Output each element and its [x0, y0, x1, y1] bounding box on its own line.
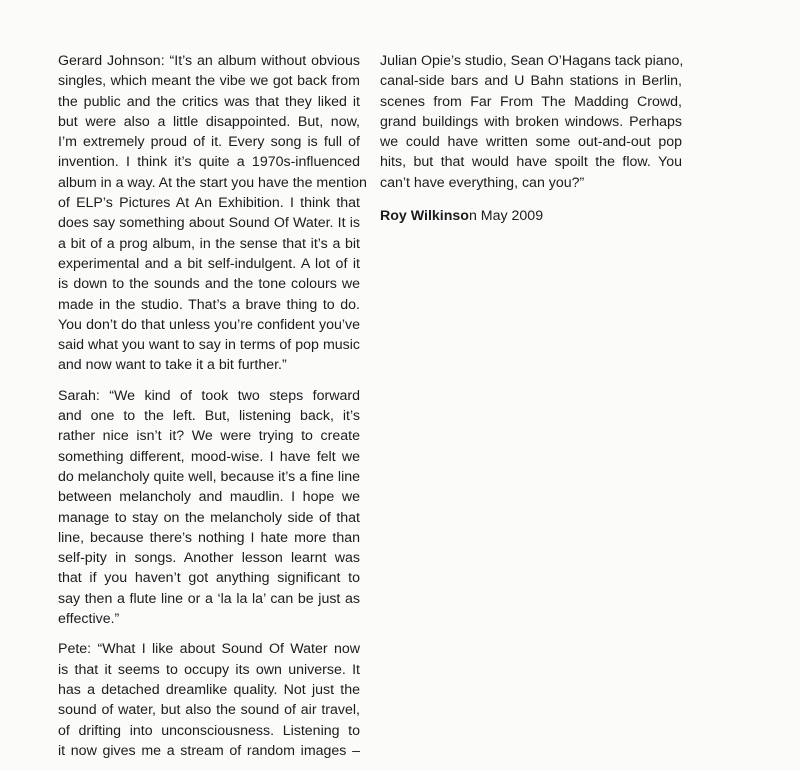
- paragraph-pete: [58, 639, 360, 761]
- text-line: album in a way. At the start you have the mention: [58, 174, 367, 191]
- right-column: [380, 51, 682, 241]
- text-line: but were also a little disappointed. But, now,: [58, 113, 360, 130]
- text-line: Gerard Johnson: “It’s an album without obvious: [58, 53, 360, 69]
- text-line: singles, which meant the vibe we got back from: [58, 73, 360, 90]
- text-line: canal-side bars and U Bahn stations in Berlin,: [380, 73, 682, 90]
- text-line: say then a flute line or a ‘la la la’ can be just as: [58, 590, 360, 607]
- text-line: the public and the critics was that they liked it: [58, 93, 360, 110]
- text-line: manage to stay on the melancholy side of that: [58, 509, 360, 526]
- author-signature: [380, 206, 682, 226]
- text-line: has a detached dreamlike quality. Not just the: [58, 681, 360, 698]
- text-line: does say something about Sound Of Water. It is: [58, 215, 360, 232]
- text-line: hits, but that would have spoilt the flow. You: [380, 154, 682, 171]
- paragraph-pete-continued: [380, 51, 682, 193]
- text-line: is that it seems to occupy its own universe. It: [58, 661, 360, 678]
- text-line: experimental and a bit self-indulgent. A lot of it: [58, 255, 360, 272]
- text-line: invention. I think it’s quite a 1970s-influenced: [58, 154, 360, 171]
- text-line: You don’t do that unless you’re confident you’ve: [58, 316, 360, 333]
- text-line: self-pity in songs. Another lesson learnt was: [58, 550, 360, 567]
- paragraph-sarah: [58, 386, 360, 630]
- text-line: and one to the left. But, listening back, it’s: [58, 408, 360, 425]
- text-line: is down to the sounds and the tone colours we: [58, 276, 360, 293]
- text-line: I’m extremely proud of it. Every song is full of: [58, 134, 360, 151]
- text-line: we could have written some out-and-out pop: [380, 134, 682, 151]
- text-line: scenes from Far From The Madding Crowd,: [380, 93, 682, 110]
- text-line: a bit of a prog album, in the sense that it’s a bit: [58, 235, 360, 252]
- text-line: grand buildings with broken windows. Perhaps: [380, 113, 682, 130]
- left-column: [58, 51, 367, 771]
- text-line: Sarah: “We kind of took two steps forward: [58, 387, 360, 404]
- text-line: sound of water, but also the sound of air travel,: [58, 702, 360, 719]
- text-line: of drifting into unconsciousness. Listening to: [58, 722, 360, 739]
- text-line: between melancholy and maudlin. I hope we: [58, 489, 360, 506]
- text-line: said what you want to say in terms of pop music: [58, 337, 360, 354]
- text-line: rather nice isn’t it? We were trying to create: [58, 428, 360, 445]
- paragraph-gerard-johnson: [58, 51, 367, 376]
- text-line: of ELP’s Pictures At An Exhibition. I think that: [58, 195, 360, 212]
- text-line: Julian Opie’s studio, Sean O’Hagans tack piano,: [380, 53, 684, 69]
- text-line: effective.”: [58, 611, 120, 628]
- text-line: do melancholy quite well, because it’s a fine line: [58, 468, 360, 485]
- text-line: that if you haven’t got anything significant to: [58, 570, 360, 587]
- author-signature-rest: n May 2009: [468, 208, 544, 225]
- text-line: can’t have everything, can you?”: [380, 174, 585, 191]
- text-line: and now want to take it a bit further.”: [58, 357, 287, 374]
- text-line: made in the studio. That’s a brave thing to do.: [58, 296, 360, 313]
- author-name-bold: Roy Wilkinso: [380, 208, 469, 225]
- text-line: line, because there’s nothing I hate more than: [58, 529, 360, 546]
- text-line: something different, mood-wise. I have felt we: [58, 448, 360, 465]
- text-line: it now gives me a stream of random images –: [58, 742, 360, 759]
- text-line: Pete: “What I like about Sound Of Water now: [58, 641, 360, 658]
